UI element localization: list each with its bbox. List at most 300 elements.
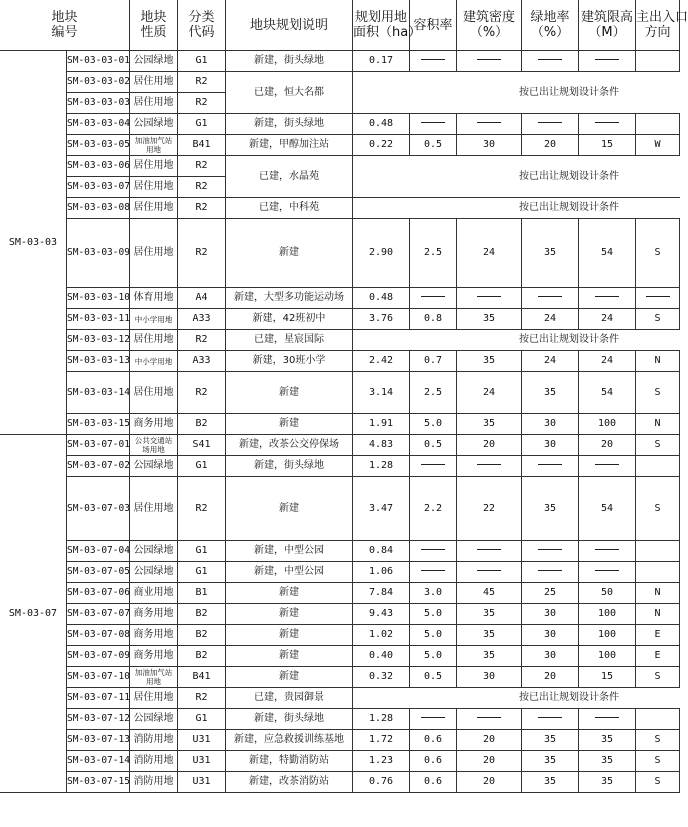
- parcel-id-cell: SM-03-07-15: [67, 772, 130, 793]
- description-cell: 新建，街头绿地: [226, 114, 353, 135]
- nature-cell: 商务用地: [130, 414, 178, 435]
- merged-note-cell: 按已出让规划设计条件: [353, 72, 680, 114]
- entrance-cell: S: [636, 477, 680, 541]
- description-cell: 新建: [226, 604, 353, 625]
- code-cell: R2: [178, 198, 226, 219]
- description-cell: 新建，30班小学: [226, 351, 353, 372]
- table-row: [0, 288, 680, 309]
- table-row: [0, 198, 680, 219]
- entrance-cell: N: [636, 604, 680, 625]
- area-cell: 1.91: [353, 414, 410, 435]
- far-cell: 3.0: [410, 583, 457, 604]
- entrance-cell: [636, 709, 680, 730]
- nature-cell: 居住用地: [130, 219, 178, 288]
- description-cell: 新建，街头绿地: [226, 51, 353, 72]
- code-cell: G1: [178, 709, 226, 730]
- table-row: [0, 351, 680, 372]
- far-cell: [410, 709, 457, 730]
- entrance-cell: S: [636, 751, 680, 772]
- nature-label: 公共交通站场用地: [134, 436, 173, 454]
- green-cell: 20: [522, 667, 579, 688]
- area-cell: 1.06: [353, 562, 410, 583]
- green-cell: 35: [522, 751, 579, 772]
- code-cell: R2: [178, 330, 226, 351]
- table-row: [0, 156, 680, 177]
- nature-cell: 公园绿地: [130, 114, 178, 135]
- height-cell: 35: [579, 730, 636, 751]
- dash-mark: [421, 549, 445, 550]
- code-cell: U31: [178, 772, 226, 793]
- description-cell: 新建，大型多功能运动场: [226, 288, 353, 309]
- area-cell: 3.76: [353, 309, 410, 330]
- nature-cell: 公园绿地: [130, 541, 178, 562]
- parcel-id-cell: SM-03-03-09: [67, 219, 130, 288]
- code-cell: B2: [178, 414, 226, 435]
- green-cell: 35: [522, 219, 579, 288]
- nature-cell: 居住用地: [130, 477, 178, 541]
- table-row: [0, 583, 680, 604]
- height-cell: [579, 562, 636, 583]
- code-cell: R2: [178, 72, 226, 93]
- green-cell: [522, 709, 579, 730]
- density-cell: 20: [457, 730, 522, 751]
- description-cell: 新建，街头绿地: [226, 709, 353, 730]
- height-cell: [579, 114, 636, 135]
- code-cell: B41: [178, 135, 226, 156]
- entrance-cell: E: [636, 625, 680, 646]
- dash-mark: [421, 570, 445, 571]
- height-cell: [579, 541, 636, 562]
- code-cell: U31: [178, 751, 226, 772]
- density-cell: 35: [457, 604, 522, 625]
- entrance-cell: W: [636, 135, 680, 156]
- area-cell: 0.84: [353, 541, 410, 562]
- far-cell: 5.0: [410, 625, 457, 646]
- far-cell: [410, 456, 457, 477]
- dash-mark: [538, 296, 562, 297]
- area-cell: 2.42: [353, 351, 410, 372]
- far-cell: 5.0: [410, 414, 457, 435]
- parcel-id-cell: SM-03-07-04: [67, 541, 130, 562]
- nature-cell: 中小学用地: [130, 351, 178, 372]
- header-far: 容积率: [410, 0, 457, 51]
- parcel-id-cell: SM-03-07-01: [67, 435, 130, 456]
- green-cell: 20: [522, 135, 579, 156]
- dash-mark: [477, 122, 501, 123]
- group-cell: SM-03-07: [0, 435, 67, 793]
- description-cell: 已建，水晶苑: [226, 156, 353, 198]
- code-cell: G1: [178, 114, 226, 135]
- nature-cell: 居住用地: [130, 177, 178, 198]
- nature-cell: 中小学用地: [130, 309, 178, 330]
- header-area: 规划用地 面积（ha）: [353, 0, 410, 51]
- area-cell: 0.32: [353, 667, 410, 688]
- green-cell: 30: [522, 414, 579, 435]
- description-cell: 新建，应急救援训练基地: [226, 730, 353, 751]
- code-cell: B2: [178, 604, 226, 625]
- dash-mark: [421, 296, 445, 297]
- density-cell: [457, 709, 522, 730]
- merged-note-cell: 按已出让规划设计条件: [353, 330, 680, 351]
- description-cell: 已建，恒大名都: [226, 72, 353, 114]
- green-cell: 35: [522, 372, 579, 414]
- nature-label: 加油加气站用地: [134, 136, 173, 154]
- far-cell: 2.2: [410, 477, 457, 541]
- code-cell: G1: [178, 456, 226, 477]
- parcel-id-cell: SM-03-03-13: [67, 351, 130, 372]
- height-cell: 15: [579, 667, 636, 688]
- density-cell: 24: [457, 372, 522, 414]
- description-cell: 新建: [226, 372, 353, 414]
- dash-mark: [477, 570, 501, 571]
- table-row: [0, 309, 680, 330]
- header-code: 分类 代码: [178, 0, 226, 51]
- density-cell: 20: [457, 772, 522, 793]
- description-cell: 新建: [226, 646, 353, 667]
- density-cell: [457, 541, 522, 562]
- density-cell: [457, 456, 522, 477]
- height-cell: 35: [579, 772, 636, 793]
- nature-cell: 居住用地: [130, 198, 178, 219]
- description-cell: 新建，特勤消防站: [226, 751, 353, 772]
- entrance-cell: S: [636, 219, 680, 288]
- area-cell: 0.17: [353, 51, 410, 72]
- dash-mark: [595, 464, 619, 465]
- far-cell: 0.6: [410, 772, 457, 793]
- nature-cell: [130, 435, 178, 456]
- header-green: 绿地率 （%）: [522, 0, 579, 51]
- height-cell: [579, 51, 636, 72]
- far-cell: [410, 288, 457, 309]
- table-row: [0, 646, 680, 667]
- nature-label: 加油加气站用地: [134, 668, 173, 686]
- parcel-id-cell: SM-03-03-02: [67, 72, 130, 93]
- green-cell: [522, 51, 579, 72]
- nature-cell: 公园绿地: [130, 456, 178, 477]
- dash-mark: [421, 59, 445, 60]
- dash-mark: [477, 717, 501, 718]
- entrance-cell: S: [636, 435, 680, 456]
- green-cell: 24: [522, 309, 579, 330]
- code-cell: G1: [178, 562, 226, 583]
- table-row: [0, 414, 680, 435]
- green-cell: 30: [522, 646, 579, 667]
- far-cell: 0.5: [410, 135, 457, 156]
- parcel-id-cell: SM-03-03-10: [67, 288, 130, 309]
- far-cell: [410, 114, 457, 135]
- green-cell: 30: [522, 604, 579, 625]
- table-row: [0, 541, 680, 562]
- nature-cell: 消防用地: [130, 730, 178, 751]
- green-cell: 30: [522, 625, 579, 646]
- far-cell: 0.7: [410, 351, 457, 372]
- nature-cell: 体育用地: [130, 288, 178, 309]
- height-cell: 100: [579, 414, 636, 435]
- parcel-id-cell: SM-03-07-07: [67, 604, 130, 625]
- table-row: [0, 625, 680, 646]
- header-nature: 地块 性质: [130, 0, 178, 51]
- entrance-cell: N: [636, 351, 680, 372]
- description-cell: 新建，42班初中: [226, 309, 353, 330]
- parcel-id-cell: SM-03-07-03: [67, 477, 130, 541]
- table-row: [0, 72, 680, 93]
- parcel-id-cell: SM-03-03-01: [67, 51, 130, 72]
- density-cell: [457, 114, 522, 135]
- area-cell: 1.72: [353, 730, 410, 751]
- description-cell: 新建: [226, 414, 353, 435]
- table-row: [0, 114, 680, 135]
- parcel-id-cell: SM-03-07-11: [67, 688, 130, 709]
- parcel-id-cell: SM-03-03-04: [67, 114, 130, 135]
- nature-cell: 消防用地: [130, 772, 178, 793]
- code-cell: B1: [178, 583, 226, 604]
- table-row: [0, 435, 680, 456]
- height-cell: 54: [579, 477, 636, 541]
- code-cell: R2: [178, 477, 226, 541]
- description-cell: 已建，贵园御景: [226, 688, 353, 709]
- area-cell: 3.14: [353, 372, 410, 414]
- entrance-cell: E: [636, 646, 680, 667]
- parcel-id-cell: SM-03-07-10: [67, 667, 130, 688]
- entrance-cell: [636, 541, 680, 562]
- density-cell: 30: [457, 667, 522, 688]
- green-cell: 35: [522, 772, 579, 793]
- dash-mark: [477, 549, 501, 550]
- height-cell: [579, 709, 636, 730]
- header-entrance: 主出入口 方向: [636, 0, 680, 51]
- table-row: [0, 730, 680, 751]
- description-cell: 新建: [226, 477, 353, 541]
- parcel-id-cell: SM-03-03-11: [67, 309, 130, 330]
- height-cell: [579, 456, 636, 477]
- height-cell: 100: [579, 646, 636, 667]
- parcel-id-cell: SM-03-03-05: [67, 135, 130, 156]
- density-cell: 35: [457, 646, 522, 667]
- description-cell: 已建，星宸国际: [226, 330, 353, 351]
- parcel-id-cell: SM-03-07-14: [67, 751, 130, 772]
- dash-mark: [477, 59, 501, 60]
- green-cell: 24: [522, 351, 579, 372]
- description-cell: 新建: [226, 583, 353, 604]
- nature-cell: 消防用地: [130, 751, 178, 772]
- far-cell: 0.6: [410, 730, 457, 751]
- header-row: [0, 0, 680, 51]
- dash-mark: [421, 464, 445, 465]
- code-cell: U31: [178, 730, 226, 751]
- entrance-cell: [636, 562, 680, 583]
- table-row: [0, 477, 680, 541]
- nature-cell: 居住用地: [130, 330, 178, 351]
- description-cell: 已建，中科苑: [226, 198, 353, 219]
- area-cell: 2.90: [353, 219, 410, 288]
- code-cell: A33: [178, 351, 226, 372]
- far-cell: 0.6: [410, 751, 457, 772]
- entrance-cell: S: [636, 309, 680, 330]
- far-cell: [410, 562, 457, 583]
- description-cell: 新建，甲醇加注站: [226, 135, 353, 156]
- table-row: [0, 562, 680, 583]
- dash-mark: [538, 570, 562, 571]
- height-cell: 54: [579, 219, 636, 288]
- parcel-id-cell: SM-03-03-12: [67, 330, 130, 351]
- green-cell: [522, 456, 579, 477]
- density-cell: [457, 562, 522, 583]
- entrance-cell: [636, 51, 680, 72]
- density-cell: 35: [457, 414, 522, 435]
- density-cell: 35: [457, 351, 522, 372]
- code-cell: G1: [178, 541, 226, 562]
- height-cell: 54: [579, 372, 636, 414]
- code-cell: R2: [178, 177, 226, 198]
- table-row: [0, 688, 680, 709]
- nature-cell: 居住用地: [130, 93, 178, 114]
- parcel-id-cell: SM-03-07-12: [67, 709, 130, 730]
- dash-mark: [538, 717, 562, 718]
- parcel-id-cell: SM-03-07-09: [67, 646, 130, 667]
- area-cell: 0.48: [353, 288, 410, 309]
- density-cell: 45: [457, 583, 522, 604]
- green-cell: 30: [522, 435, 579, 456]
- table-row: [0, 604, 680, 625]
- description-cell: 新建，街头绿地: [226, 456, 353, 477]
- density-cell: 24: [457, 219, 522, 288]
- table-row: [0, 751, 680, 772]
- nature-cell: [130, 667, 178, 688]
- entrance-cell: S: [636, 730, 680, 751]
- table-row: [0, 219, 680, 288]
- parcel-id-cell: SM-03-03-03: [67, 93, 130, 114]
- merged-note-cell: 按已出让规划设计条件: [353, 198, 680, 219]
- dash-mark: [538, 464, 562, 465]
- code-cell: R2: [178, 219, 226, 288]
- table-row: [0, 330, 680, 351]
- green-cell: [522, 288, 579, 309]
- far-cell: 2.5: [410, 219, 457, 288]
- density-cell: [457, 51, 522, 72]
- dash-mark: [538, 122, 562, 123]
- description-cell: 新建: [226, 625, 353, 646]
- nature-cell: [130, 135, 178, 156]
- code-cell: B2: [178, 646, 226, 667]
- description-cell: 新建，改茶公交停保场: [226, 435, 353, 456]
- table-row: [0, 667, 680, 688]
- parcel-id-cell: SM-03-07-05: [67, 562, 130, 583]
- green-cell: 35: [522, 477, 579, 541]
- header-parcel-id: 地块 编号: [0, 0, 130, 51]
- table-row: [0, 135, 680, 156]
- entrance-cell: N: [636, 414, 680, 435]
- code-cell: G1: [178, 51, 226, 72]
- parcel-id-cell: SM-03-07-08: [67, 625, 130, 646]
- parcel-id-cell: SM-03-03-08: [67, 198, 130, 219]
- area-cell: 1.23: [353, 751, 410, 772]
- table-row: [0, 709, 680, 730]
- parcel-id-cell: SM-03-03-07: [67, 177, 130, 198]
- height-cell: 100: [579, 604, 636, 625]
- dash-mark: [477, 296, 501, 297]
- height-cell: 24: [579, 309, 636, 330]
- dash-mark: [595, 549, 619, 550]
- code-cell: A4: [178, 288, 226, 309]
- parcel-id-cell: SM-03-07-02: [67, 456, 130, 477]
- area-cell: 4.83: [353, 435, 410, 456]
- table-row: [0, 772, 680, 793]
- height-cell: 24: [579, 351, 636, 372]
- description-cell: 新建，改茶消防站: [226, 772, 353, 793]
- header-description: 地块规划说明: [226, 0, 353, 51]
- density-cell: 20: [457, 435, 522, 456]
- green-cell: [522, 114, 579, 135]
- merged-note-cell: 按已出让规划设计条件: [353, 688, 680, 709]
- description-cell: 新建，中型公园: [226, 541, 353, 562]
- green-cell: [522, 562, 579, 583]
- nature-cell: 居住用地: [130, 72, 178, 93]
- height-cell: 35: [579, 751, 636, 772]
- nature-cell: 商务用地: [130, 604, 178, 625]
- far-cell: 5.0: [410, 604, 457, 625]
- code-cell: A33: [178, 309, 226, 330]
- area-cell: 0.22: [353, 135, 410, 156]
- nature-cell: 公园绿地: [130, 709, 178, 730]
- green-cell: 25: [522, 583, 579, 604]
- entrance-cell: S: [636, 772, 680, 793]
- density-cell: 30: [457, 135, 522, 156]
- table-row: [0, 372, 680, 414]
- code-cell: R2: [178, 372, 226, 414]
- nature-cell: 居住用地: [130, 372, 178, 414]
- description-cell: 新建: [226, 667, 353, 688]
- nature-cell: 居住用地: [130, 688, 178, 709]
- code-cell: R2: [178, 156, 226, 177]
- header-height: 建筑限高 （M）: [579, 0, 636, 51]
- height-cell: 20: [579, 435, 636, 456]
- height-cell: 50: [579, 583, 636, 604]
- entrance-cell: S: [636, 667, 680, 688]
- far-cell: 0.8: [410, 309, 457, 330]
- density-cell: 35: [457, 309, 522, 330]
- area-cell: 1.02: [353, 625, 410, 646]
- dash-mark: [595, 717, 619, 718]
- entrance-cell: [636, 114, 680, 135]
- dash-mark: [595, 296, 619, 297]
- dash-mark: [595, 122, 619, 123]
- nature-cell: 商业用地: [130, 583, 178, 604]
- merged-note-cell: 按已出让规划设计条件: [353, 156, 680, 198]
- area-cell: 3.47: [353, 477, 410, 541]
- code-cell: B2: [178, 625, 226, 646]
- far-cell: [410, 51, 457, 72]
- description-cell: 新建，中型公园: [226, 562, 353, 583]
- height-cell: 15: [579, 135, 636, 156]
- parcel-id-cell: SM-03-03-06: [67, 156, 130, 177]
- dash-mark: [477, 464, 501, 465]
- far-cell: [410, 541, 457, 562]
- far-cell: 0.5: [410, 435, 457, 456]
- code-cell: R2: [178, 93, 226, 114]
- description-cell: 新建: [226, 219, 353, 288]
- nature-cell: 居住用地: [130, 156, 178, 177]
- density-cell: [457, 288, 522, 309]
- dash-mark: [538, 59, 562, 60]
- parcel-id-cell: SM-03-03-15: [67, 414, 130, 435]
- group-cell: SM-03-03: [0, 51, 67, 435]
- area-cell: 1.28: [353, 456, 410, 477]
- table-row: [0, 456, 680, 477]
- dash-mark: [421, 122, 445, 123]
- green-cell: 35: [522, 730, 579, 751]
- code-cell: S41: [178, 435, 226, 456]
- area-cell: 0.76: [353, 772, 410, 793]
